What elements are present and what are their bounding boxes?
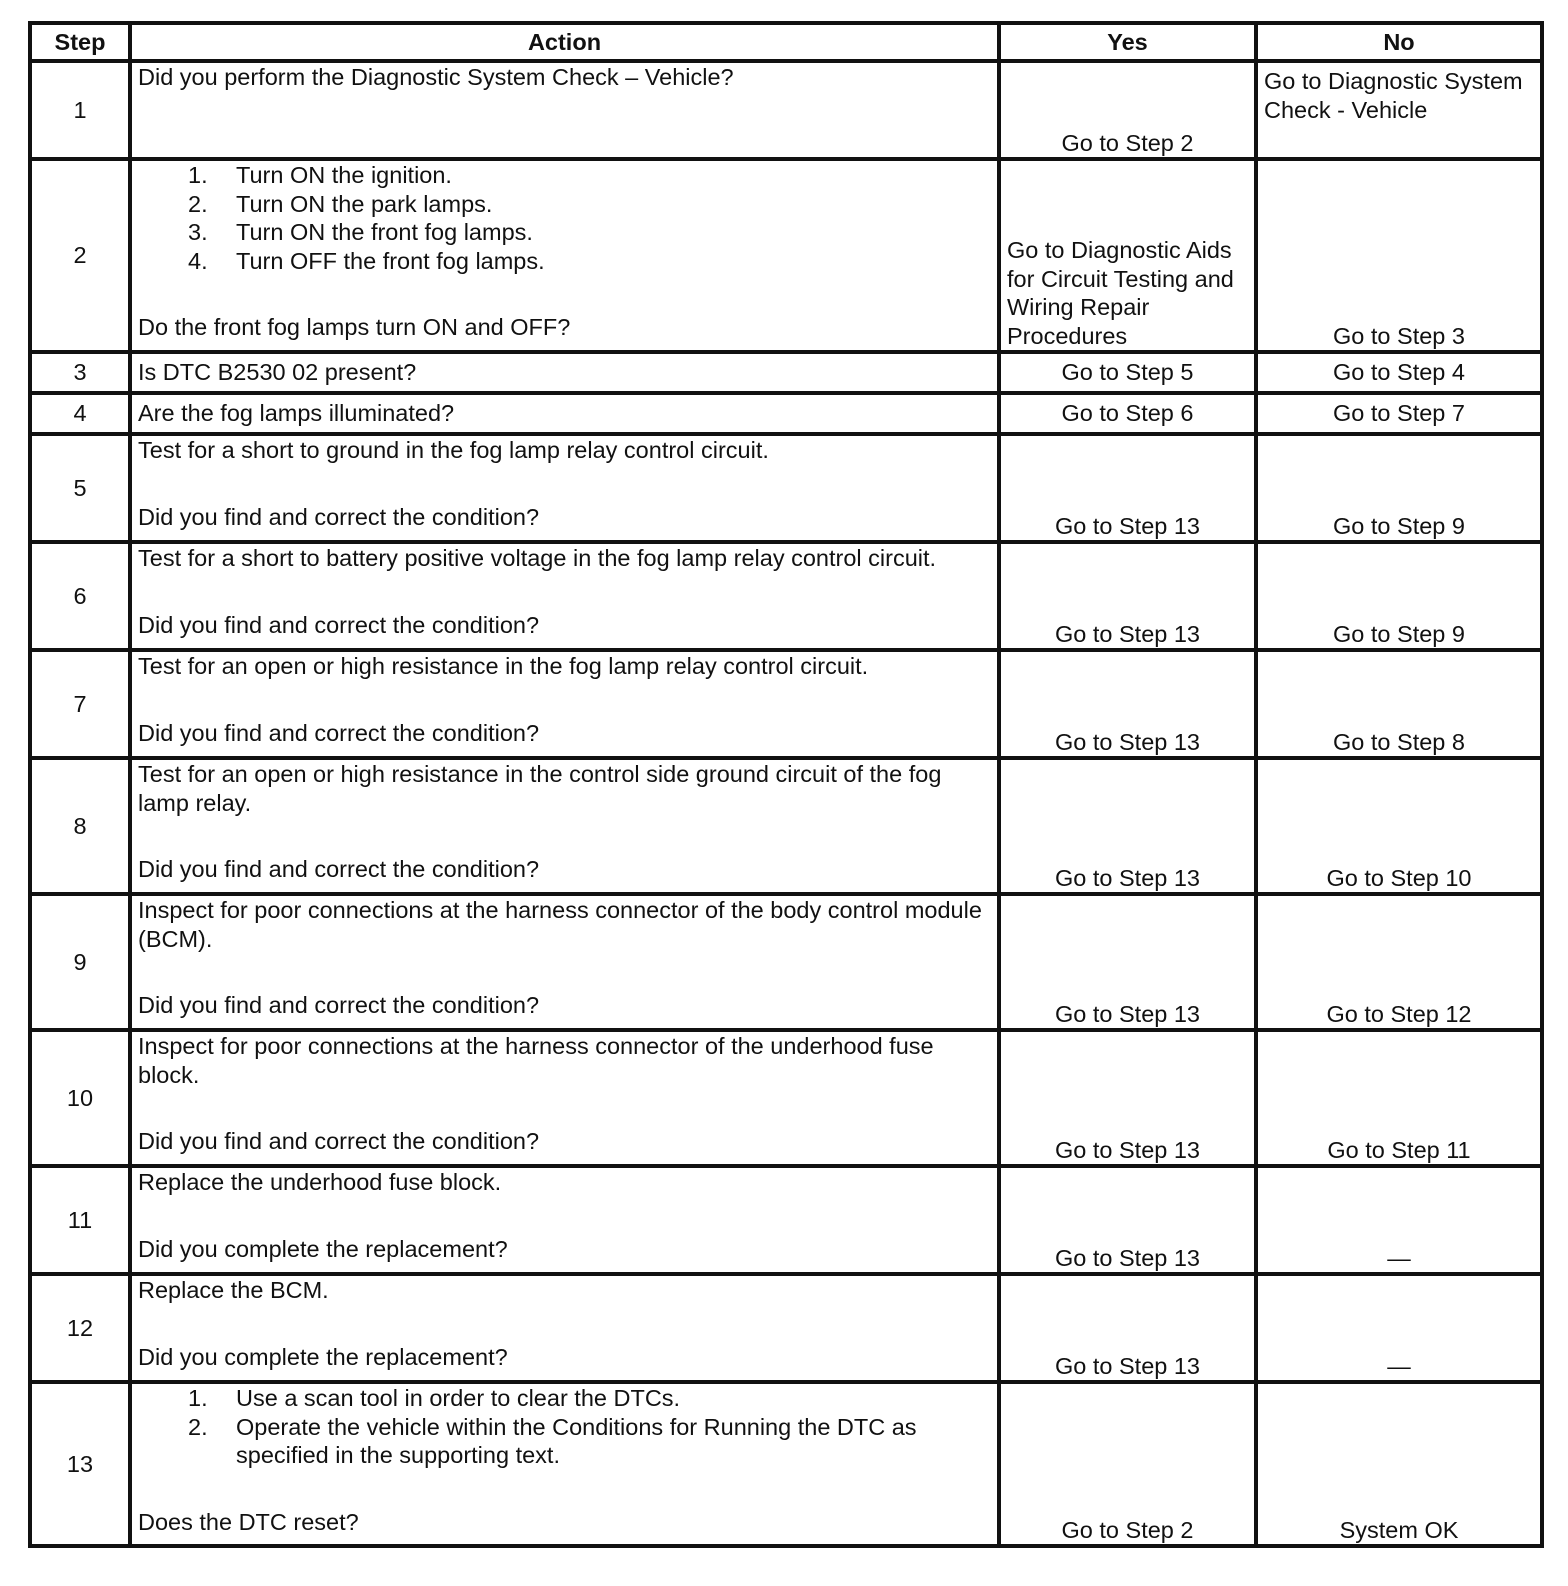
- header-action: Action: [130, 23, 999, 61]
- step-number: 2: [30, 159, 130, 352]
- yes-cell: Go to Diagnostic Aids for Circuit Testing and Wiring Repair Procedures: [999, 159, 1256, 352]
- yes-cell: Go to Step 13: [999, 434, 1256, 542]
- action-question: Did you find and correct the condition?: [138, 719, 540, 746]
- step-number: 13: [30, 1382, 130, 1546]
- no-cell: Go to Step 10: [1256, 758, 1542, 894]
- action-question: Did you complete the replacement?: [138, 1343, 508, 1370]
- no-cell: Go to Step 9: [1256, 542, 1542, 650]
- table-row-step-2: [30, 159, 1542, 352]
- table-row-step-13: [30, 1382, 1542, 1546]
- table-row-step-8: [30, 758, 1542, 894]
- action-cell: [130, 1274, 999, 1382]
- action-question: Did you find and correct the condition?: [138, 992, 540, 1018]
- yes-cell: Go to Step 13: [999, 1274, 1256, 1382]
- yes-cell: Go to Step 13: [999, 894, 1256, 1030]
- action-question: Did you find and correct the condition?: [138, 611, 540, 638]
- no-cell: Go to Step 11: [1256, 1030, 1542, 1166]
- action-cell: [130, 1382, 999, 1546]
- action-text: Did you perform the Diagnostic System Check – Vehicle?: [138, 64, 734, 90]
- substep-item: 2. Turn ON the park lamps.: [188, 190, 493, 217]
- action-cell: [130, 894, 999, 1030]
- step-number: 12: [30, 1274, 130, 1382]
- no-cell: Go to Step 12: [1256, 894, 1542, 1030]
- action-cell: [130, 1166, 999, 1274]
- action-cell: [130, 650, 999, 758]
- no-cell: Go to Step 8: [1256, 650, 1542, 758]
- action-substeps: [138, 1384, 991, 1470]
- table-row-step-9: [30, 894, 1542, 1030]
- action-cell: [130, 434, 999, 542]
- step-number: 3: [30, 352, 130, 393]
- no-cell: Go to Step 9: [1256, 434, 1542, 542]
- step-number: 7: [30, 650, 130, 758]
- step-number: 5: [30, 434, 130, 542]
- no-cell: Go to Step 4: [1256, 352, 1542, 393]
- action-text: Test for a short to battery positive voltage in the fog lamp relay control circuit.: [138, 545, 937, 571]
- action-cell: [130, 159, 999, 352]
- step-number: 1: [30, 61, 130, 159]
- substep-item: 1. Use a scan tool in order to clear the DTCs.: [188, 1385, 681, 1411]
- step-number: 11: [30, 1166, 130, 1274]
- yes-cell: Go to Step 2: [999, 1382, 1256, 1546]
- action-text: Is DTC B2530 02 present?: [138, 359, 417, 386]
- yes-cell: Go to Step 6: [999, 393, 1256, 434]
- action-question: Did you find and correct the condition?: [138, 1128, 540, 1154]
- table-row-step-5: [30, 434, 1542, 542]
- table-row-step-1: [30, 61, 1542, 159]
- header-step: Step: [30, 23, 130, 61]
- action-cell: [130, 758, 999, 894]
- action-text: Inspect for poor connections at the harness connector of the body control module (BCM).: [138, 897, 982, 952]
- action-text: Test for an open or high resistance in the fog lamp relay control circuit.: [138, 653, 869, 679]
- yes-cell: Go to Step 2: [999, 61, 1256, 159]
- step-number: 8: [30, 758, 130, 894]
- action-question: Did you find and correct the condition?: [138, 503, 540, 530]
- substep-item: 2. Operate the vehicle within the Conditions for Running the DTC as specified in the supporting text.: [188, 1413, 917, 1468]
- no-cell: Go to Step 3: [1256, 159, 1542, 352]
- action-text: Test for a short to ground in the fog lamp relay control circuit.: [138, 437, 769, 463]
- action-question: Did you find and correct the condition?: [138, 856, 540, 882]
- action-substeps: [138, 161, 991, 275]
- action-question: Does the DTC reset?: [138, 1508, 359, 1535]
- substep-item: 1. Turn ON the ignition.: [188, 162, 452, 188]
- action-cell: [130, 542, 999, 650]
- action-text: Are the fog lamps illuminated?: [138, 400, 455, 427]
- table-row-step-11: [30, 1166, 1542, 1274]
- no-cell: System OK: [1256, 1382, 1542, 1546]
- diagnostic-table: [28, 21, 1544, 1548]
- action-question: Do the front fog lamps turn ON and OFF?: [138, 314, 571, 340]
- no-cell: —: [1256, 1166, 1542, 1274]
- no-cell: Go to Step 7: [1256, 393, 1542, 434]
- table-row-step-7: [30, 650, 1542, 758]
- yes-cell: Go to Step 13: [999, 650, 1256, 758]
- table-row-step-6: [30, 542, 1542, 650]
- step-number: 9: [30, 894, 130, 1030]
- action-text: Inspect for poor connections at the harness connector of the underhood fuse block.: [138, 1033, 934, 1088]
- header-no: No: [1256, 23, 1542, 61]
- step-number: 10: [30, 1030, 130, 1166]
- header-yes: Yes: [999, 23, 1256, 61]
- step-number: 4: [30, 393, 130, 434]
- table-row-step-10: [30, 1030, 1542, 1166]
- no-cell: —: [1256, 1274, 1542, 1382]
- header-row: [30, 23, 1542, 61]
- yes-cell: Go to Step 13: [999, 758, 1256, 894]
- substep-item: 3. Turn ON the front fog lamps.: [188, 219, 533, 245]
- yes-cell: Go to Step 13: [999, 542, 1256, 650]
- substep-item: 4. Turn OFF the front fog lamps.: [188, 247, 545, 274]
- action-question: Did you complete the replacement?: [138, 1235, 508, 1262]
- table-row-step-3: [30, 352, 1542, 393]
- action-text: Replace the BCM.: [138, 1277, 329, 1303]
- action-cell: [130, 352, 999, 393]
- action-cell: [130, 1030, 999, 1166]
- yes-cell: Go to Step 13: [999, 1166, 1256, 1274]
- table-row-step-4: [30, 393, 1542, 434]
- yes-cell: Go to Step 5: [999, 352, 1256, 393]
- action-text: Replace the underhood fuse block.: [138, 1169, 502, 1195]
- no-cell: Go to Diagnostic System Check - Vehicle: [1256, 61, 1542, 159]
- step-number: 6: [30, 542, 130, 650]
- action-cell: [130, 61, 999, 159]
- action-cell: [130, 393, 999, 434]
- table-row-step-12: [30, 1274, 1542, 1382]
- action-text: Test for an open or high resistance in the control side ground circuit of the fog lamp relay.: [138, 761, 942, 816]
- yes-cell: Go to Step 13: [999, 1030, 1256, 1166]
